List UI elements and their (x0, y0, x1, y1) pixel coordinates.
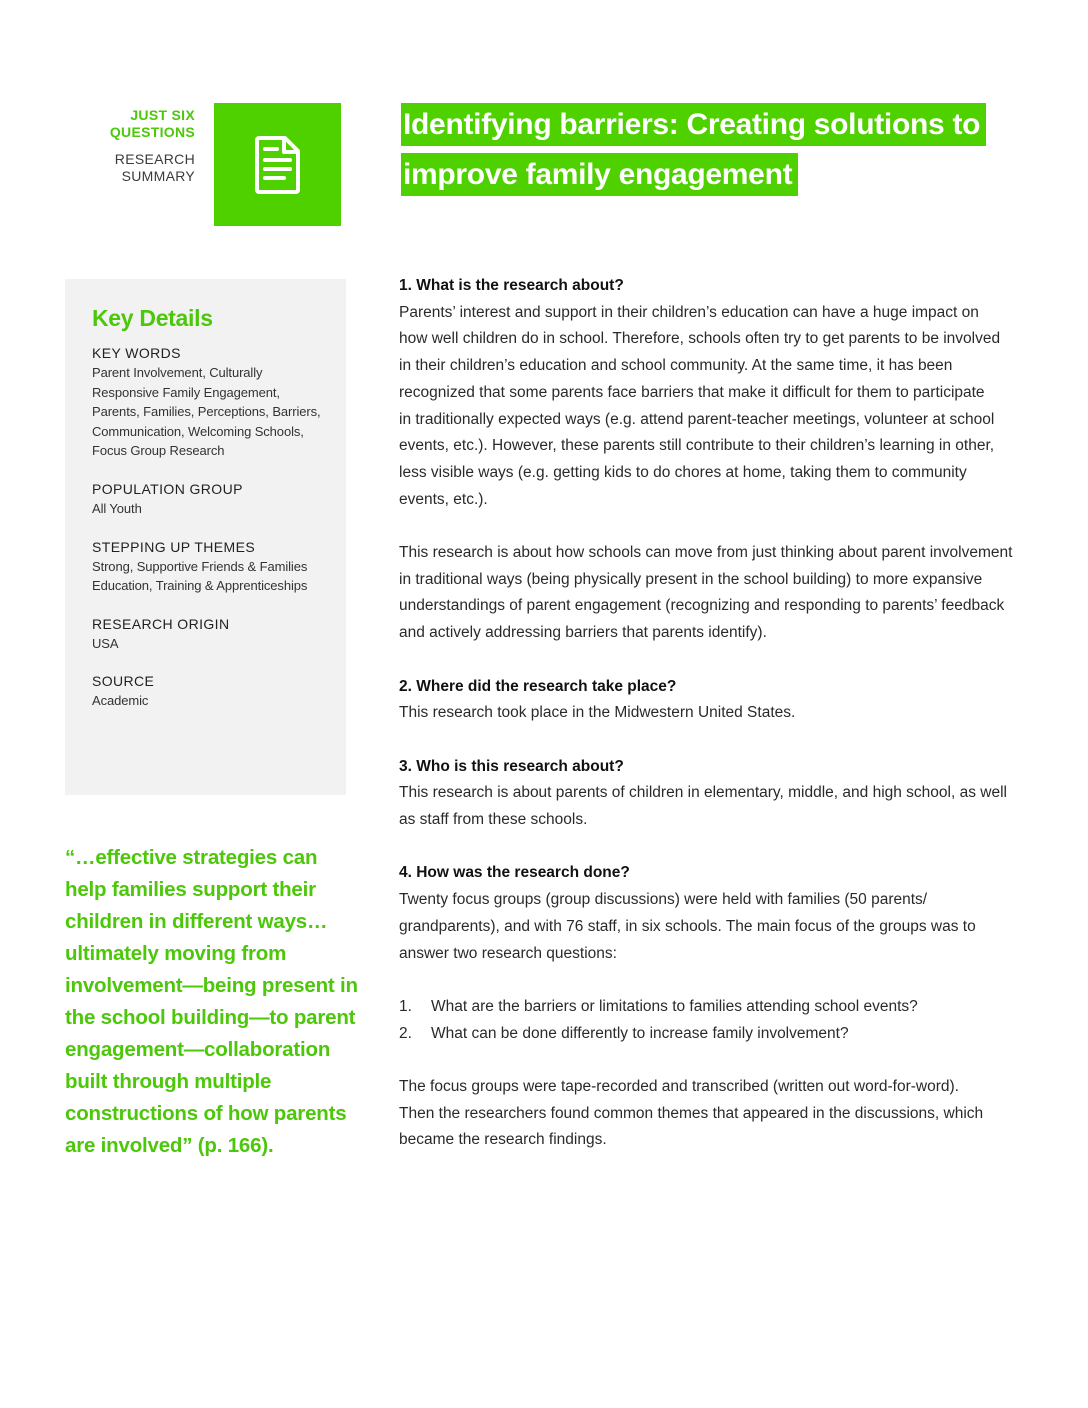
label-line: JUST SIX (130, 107, 195, 123)
document-icon (253, 135, 303, 195)
answer-2-paragraph (399, 700, 1015, 727)
section-body (92, 634, 326, 654)
quote-line: built through multiple (65, 1070, 272, 1093)
section-heading: SOURCE (92, 673, 155, 690)
text-line: grandparents), and with 76 staff, in six schools. The main focus of the groups was to (399, 917, 976, 935)
stepping-up-themes-section (92, 538, 326, 596)
paragraph-gap (399, 647, 1015, 674)
text-line: This research took place in the Midwestern United States. (399, 704, 796, 722)
list-text: What are the barriers or limitations to families attending school events? (431, 997, 918, 1015)
list-number: 1. (399, 997, 412, 1015)
label-line: QUESTIONS (109, 124, 195, 140)
text-line: Then the researchers found common themes that appeared in the discussions, which (399, 1104, 984, 1122)
paragraph-gap (399, 1047, 1015, 1074)
text-line: answer two research questions: (399, 944, 617, 962)
page-title (401, 103, 1041, 203)
text-line: and actively addressing barriers that parents identify). (399, 624, 767, 642)
quote-line: involvement—being present in (65, 974, 358, 997)
quote-line: ultimately moving from (65, 942, 287, 965)
research-summary-label (110, 151, 195, 185)
text-line: events, etc.). (399, 490, 488, 508)
brand-label (110, 107, 195, 185)
section-heading: RESEARCH ORIGIN (92, 615, 230, 632)
answer-1-paragraph-2 (399, 540, 1015, 647)
source-section (92, 672, 326, 711)
text-line: how well children do in school. Therefore, schools often try to get parents to be involved (399, 330, 1001, 348)
just-six-questions-label (110, 107, 195, 141)
key-words-section (92, 344, 326, 461)
body-line: Parent Involvement, Culturally (92, 365, 263, 380)
question-1-heading: 1. What is the research about? (399, 277, 624, 294)
paragraph-gap (399, 727, 1015, 754)
list-item (399, 994, 1015, 1021)
paragraph-gap (399, 513, 1015, 540)
section-heading: POPULATION GROUP (92, 480, 243, 497)
research-questions-list (399, 994, 1015, 1047)
answer-3-paragraph (399, 780, 1015, 833)
body-line: Focus Group Research (92, 443, 225, 459)
main-content (399, 273, 1015, 1154)
answer-1-paragraph-1 (399, 300, 1015, 514)
text-line: Twenty focus groups (group discussions) were held with families (50 parents/ (399, 891, 928, 909)
question-2-heading: 2. Where did the research take place? (399, 677, 677, 695)
pull-quote (65, 842, 365, 1162)
section-heading: KEY WORDS (92, 345, 181, 361)
question-3-heading: 3. Who is this research about? (399, 757, 624, 775)
section-body (92, 363, 326, 461)
text-line: in traditionally expected ways (e.g. attend parent-teacher meetings, volunteer at school (399, 410, 995, 428)
answer-4-paragraph-2 (399, 1074, 1015, 1154)
body-line: Education, Training & Apprenticeships (92, 578, 308, 594)
body-line: All Youth (92, 500, 142, 516)
body-line: Strong, Supportive Friends & Families (92, 558, 308, 574)
list-item (399, 1021, 1015, 1048)
text-line: This research is about how schools can move from just thinking about parent involvement (399, 544, 1013, 562)
title-line-2: improve family engagement (401, 153, 798, 196)
body-line: Academic (92, 693, 149, 709)
question-4-heading: 4. How was the research done? (399, 864, 630, 882)
answer-4-paragraph-1 (399, 887, 1015, 967)
research-origin-section (92, 615, 326, 654)
text-line: recognized that some parents face barriers that make it difficult for them to participate (399, 383, 985, 401)
quote-line: help families support their (65, 878, 316, 901)
quote-line: the school building—to parent (65, 1006, 356, 1029)
key-details-panel (65, 279, 346, 795)
body-line: Communication, Welcoming Schools, (92, 423, 304, 439)
paragraph-gap (399, 967, 1015, 994)
label-line: RESEARCH (114, 151, 195, 167)
text-line: events, etc.). However, these parents still contribute to their children’s learning in other, (399, 437, 995, 455)
text-line: The focus groups were tape-recorded and transcribed (written out word-for-word). (399, 1078, 959, 1095)
text-line: This research is about parents of children in elementary, middle, and high school, as well (399, 784, 1007, 802)
quote-line: engagement—collaboration (65, 1038, 331, 1061)
section-body (92, 499, 326, 519)
quote-line: “…effective strategies can (65, 846, 318, 869)
body-line: Responsive Family Engagement, (92, 384, 280, 400)
text-line: in traditional ways (being physically present in the school building) to more expansive (399, 570, 983, 588)
quote-line: constructions of how parents (65, 1102, 347, 1125)
list-number: 2. (399, 1024, 412, 1042)
population-group-section (92, 480, 326, 519)
paragraph-gap (399, 834, 1015, 861)
text-line: understandings of parent engagement (recognizing and responding to parents’ feedback (399, 597, 1005, 615)
text-line: in their children’s education and school community. At the same time, it has been (399, 357, 953, 375)
text-line: Parents’ interest and support in their children’s education can have a huge impact on (399, 303, 979, 321)
quote-line: children in different ways… (65, 910, 328, 933)
section-heading: STEPPING UP THEMES (92, 538, 256, 555)
body-line: USA (92, 635, 119, 651)
label-line: SUMMARY (121, 168, 195, 184)
text-line: became the research findings. (399, 1131, 607, 1149)
title-line-1: Identifying barriers: Creating solutions to (401, 103, 986, 146)
document-icon-box (214, 103, 341, 226)
quote-line: are involved” (p. 166). (65, 1134, 274, 1157)
text-line: as staff from these schools. (399, 811, 588, 829)
text-line: less visible ways (e.g. getting kids to do chores at home, taking them to community (399, 463, 967, 481)
key-details-heading: Key Details (92, 305, 213, 331)
list-text: What can be done differently to increase family involvement? (431, 1024, 849, 1042)
body-line: Parents, Families, Perceptions, Barriers, (92, 404, 321, 420)
section-body (92, 691, 326, 711)
section-body (92, 557, 326, 596)
